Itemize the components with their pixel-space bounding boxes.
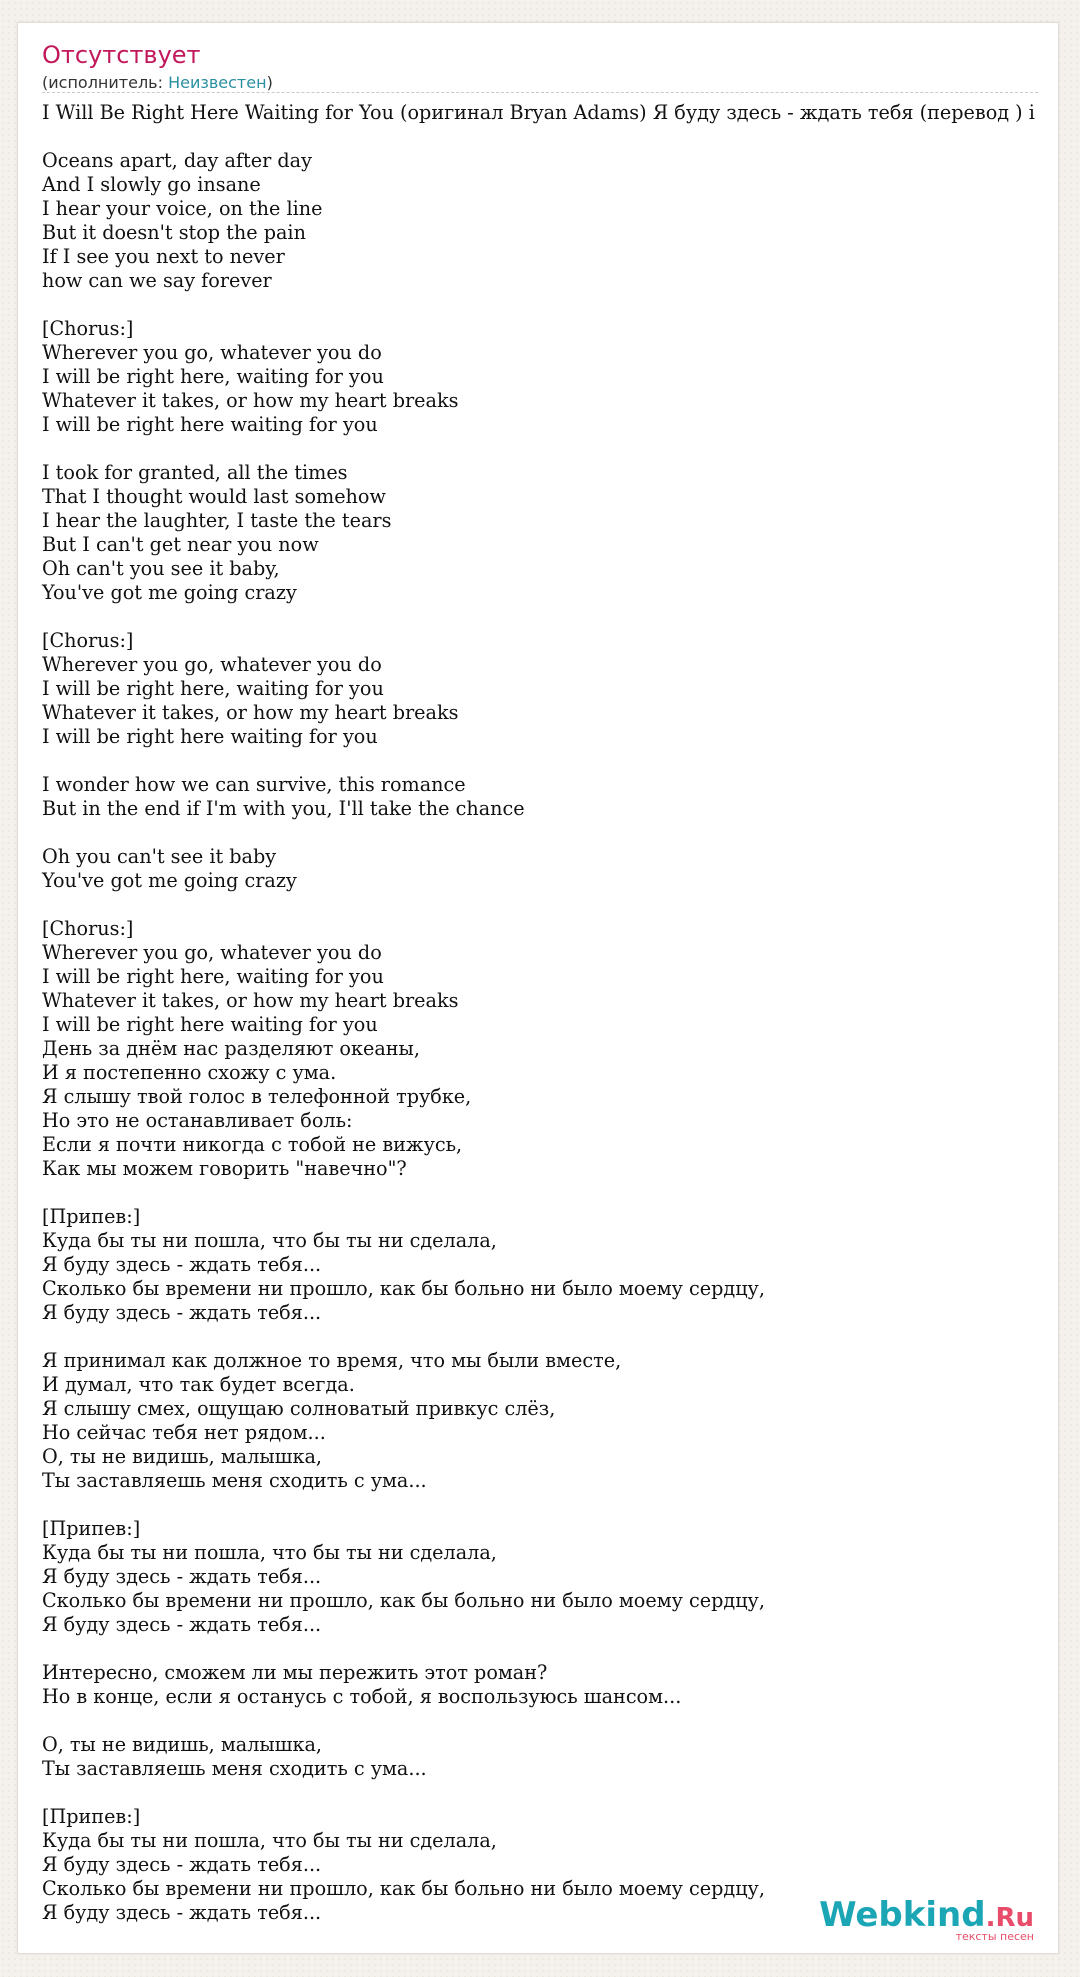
lyric-line: But it doesn't stop the pain — [42, 221, 306, 244]
lyric-line: [Chorus:] — [42, 917, 134, 940]
lyric-line — [42, 821, 1059, 845]
lyric-line: [Chorus:] — [42, 629, 134, 652]
lyric-line: День за днём нас разделяют океаны, — [42, 1037, 420, 1060]
lyric-line: Я слышу твой голос в телефонной трубке, — [42, 1085, 472, 1108]
lyric-line: That I thought would last somehow — [42, 485, 386, 508]
lyric-line: Я слышу смех, ощущаю солноватый привкус слёз, — [42, 1397, 556, 1420]
lyric-line: I hear the laughter, I taste the tears — [42, 509, 392, 532]
artist-link[interactable]: Неизвестен — [168, 73, 267, 92]
lyric-line — [42, 749, 1059, 773]
lyric-line: Сколько бы времени ни прошло, как бы больно ни было моему сердцу, — [42, 1277, 765, 1300]
lyric-line: Я буду здесь - ждать тебя... — [42, 1613, 322, 1636]
title-divider — [42, 92, 1038, 93]
lyric-line: Whatever it takes, or how my heart breaks — [42, 701, 459, 724]
lyric-line: Whatever it takes, or how my heart breaks — [42, 389, 459, 412]
lyric-line: You've got me going crazy — [42, 869, 297, 892]
lyric-line: I will be right here waiting for you — [42, 725, 378, 748]
lyric-line: Но сейчас тебя нет рядом... — [42, 1421, 326, 1444]
lyric-line: Oh you can't see it baby — [42, 845, 277, 868]
logo-suffix: .Ru — [985, 1903, 1034, 1933]
lyric-line: I will be right here waiting for you — [42, 1013, 378, 1036]
artist-suffix: ) — [266, 73, 273, 92]
lyric-line: But in the end if I'm with you, I'll take the chance — [42, 797, 525, 820]
lyric-line — [42, 1181, 1059, 1205]
lyric-line: Whatever it takes, or how my heart breaks — [42, 989, 459, 1012]
lyric-line: Oceans apart, day after day — [42, 149, 312, 172]
lyric-line: I will be right here, waiting for you — [42, 365, 384, 388]
lyric-line — [42, 1781, 1059, 1805]
lyric-line: You've got me going crazy — [42, 581, 297, 604]
lyric-line: [Припев:] — [42, 1805, 141, 1828]
lyric-line — [42, 437, 1059, 461]
lyric-line — [42, 1325, 1059, 1349]
lyric-line: I took for granted, all the times — [42, 461, 348, 484]
lyric-line: Сколько бы времени ни прошло, как бы больно ни было моему сердцу, — [42, 1877, 765, 1900]
lyric-line — [42, 1709, 1059, 1733]
lyric-line: I Will Be Right Here Waiting for You (оригинал Bryan Adams) Я буду здесь - ждать тебя (перевод ) i — [42, 101, 1035, 124]
lyric-line — [42, 1637, 1059, 1661]
lyric-line: Куда бы ты ни пошла, что бы ты ни сделала, — [42, 1829, 497, 1852]
lyric-line: I will be right here, waiting for you — [42, 965, 384, 988]
lyric-line: Но это не останавливает боль: — [42, 1109, 353, 1132]
lyric-line: Я буду здесь - ждать тебя... — [42, 1301, 322, 1324]
lyric-line: I wonder how we can survive, this romance — [42, 773, 466, 796]
site-logo[interactable] — [819, 1897, 1034, 1943]
lyric-line: how can we say forever — [42, 269, 272, 292]
lyric-line: Ты заставляешь меня сходить с ума... — [42, 1469, 427, 1492]
lyric-line: Я буду здесь - ждать тебя... — [42, 1853, 322, 1876]
lyric-line: I will be right here waiting for you — [42, 413, 378, 436]
lyric-line: I hear your voice, on the line — [42, 197, 323, 220]
lyric-line: Я буду здесь - ждать тебя... — [42, 1901, 322, 1924]
lyric-line: Я принимал как должное то время, что мы были вместе, — [42, 1349, 622, 1372]
lyric-line: О, ты не видишь, малышка, — [42, 1733, 323, 1756]
lyric-line: I will be right here, waiting for you — [42, 677, 384, 700]
lyric-line: [Припев:] — [42, 1205, 141, 1228]
lyric-line: But I can't get near you now — [42, 533, 319, 556]
lyric-line: О, ты не видишь, малышка, — [42, 1445, 323, 1468]
lyric-line: Oh can't you see it baby, — [42, 557, 280, 580]
lyric-line — [42, 1493, 1059, 1517]
lyric-line — [42, 125, 1059, 149]
lyric-line: Wherever you go, whatever you do — [42, 653, 382, 676]
lyric-line: Я буду здесь - ждать тебя... — [42, 1253, 322, 1276]
song-title: Отсутствует — [42, 41, 201, 69]
lyric-line: Wherever you go, whatever you do — [42, 341, 382, 364]
lyric-line: Как мы можем говорить "навечно"? — [42, 1157, 407, 1180]
lyric-line: Я буду здесь - ждать тебя... — [42, 1565, 322, 1588]
lyric-line: If I see you next to never — [42, 245, 285, 268]
lyrics-card — [17, 22, 1059, 1954]
lyric-line: Если я почти никогда с тобой не вижусь, — [42, 1133, 463, 1156]
lyric-line: Ты заставляешь меня сходить с ума... — [42, 1757, 427, 1780]
lyric-line: Куда бы ты ни пошла, что бы ты ни сделала, — [42, 1541, 497, 1564]
lyric-line: Сколько бы времени ни прошло, как бы больно ни было моему сердцу, — [42, 1589, 765, 1612]
lyric-line: И я постепенно схожу с ума. — [42, 1061, 337, 1084]
artist-line — [42, 73, 273, 92]
lyric-line — [42, 605, 1059, 629]
lyrics-text — [42, 101, 1059, 1925]
lyric-line: [Припев:] — [42, 1517, 141, 1540]
lyric-line: Но в конце, если я останусь с тобой, я воспользуюсь шансом... — [42, 1685, 682, 1708]
artist-prefix: (исполнитель: — [42, 73, 169, 92]
logo-tagline: тексты песен — [955, 1930, 1034, 1943]
lyric-line: Куда бы ты ни пошла, что бы ты ни сделала, — [42, 1229, 497, 1252]
logo-brand: Webkind — [819, 1895, 986, 1935]
lyric-line: And I slowly go insane — [42, 173, 261, 196]
lyric-line: Интересно, сможем ли мы пережить этот роман? — [42, 1661, 548, 1684]
lyric-line — [42, 893, 1059, 917]
lyric-line: И думал, что так будет всегда. — [42, 1373, 355, 1396]
lyric-line: Wherever you go, whatever you do — [42, 941, 382, 964]
lyric-line: [Chorus:] — [42, 317, 134, 340]
lyric-line — [42, 293, 1059, 317]
